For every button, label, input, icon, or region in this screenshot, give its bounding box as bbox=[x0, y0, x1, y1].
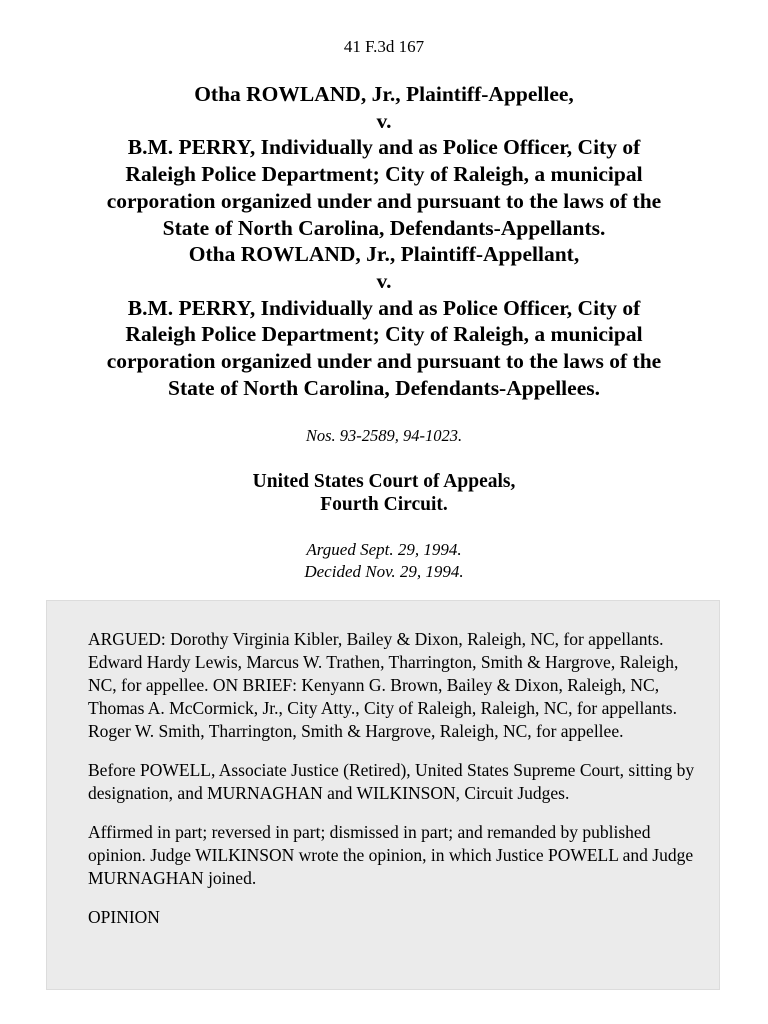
court-circuit-line: Fourth Circuit. bbox=[320, 494, 448, 515]
caption-line: B.M. PERRY, Individually and as Police Officer, City of bbox=[127, 135, 641, 160]
panel-paragraph: Before POWELL, Associate Justice (Retired), United States Supreme Court, sitting by designation, and MURNAGHAN and WILKINSON, Circuit Judges. bbox=[88, 760, 695, 803]
case-dates bbox=[0, 539, 768, 583]
decided-date: Decided Nov. 29, 1994. bbox=[304, 562, 464, 581]
caption-line: v. bbox=[376, 108, 392, 133]
caption-line: Otha ROWLAND, Jr., Plaintiff-Appellee, bbox=[194, 82, 574, 106]
court-name bbox=[0, 470, 768, 516]
opinion-heading: OPINION bbox=[88, 907, 160, 927]
caption-line: Raleigh Police Department; City of Raleigh, a municipal bbox=[125, 162, 643, 187]
caption-line: State of North Carolina, Defendants-Appellees. bbox=[168, 375, 600, 400]
caption-line: v. bbox=[376, 268, 392, 293]
docket-numbers: Nos. 93-2589, 94-1023. bbox=[305, 426, 463, 445]
caption-line: Otha ROWLAND, Jr., Plaintiff-Appellant, bbox=[188, 242, 580, 267]
case-summary-content bbox=[88, 628, 700, 929]
court-name-line: United States Court of Appeals, bbox=[252, 471, 516, 492]
counsel-paragraph: ARGUED: Dorothy Virginia Kibler, Bailey & Dixon, Raleigh, NC, for appellants. Edward Hardy Lewis, Marcus W. Trathen, Tharrington, Smith & Hargrove, Raleigh, NC, for appellee. ON BRIEF: Kenyann G. Brown, Bailey & Dixon, Raleigh, NC, Thomas A. McCormick, Jr., City Atty., City of Raleigh, Raleigh, NC, for appellants. Roger W. Smith, Tharrington, Smith & Hargrove, Raleigh, NC, for appellee. bbox=[88, 629, 679, 741]
caption-line: corporation organized under and pursuant to the laws of the bbox=[106, 188, 662, 213]
caption-line: Raleigh Police Department; City of Raleigh, a municipal bbox=[125, 322, 643, 347]
caption-line: corporation organized under and pursuant to the laws of the bbox=[106, 349, 662, 374]
argued-date: Argued Sept. 29, 1994. bbox=[306, 540, 462, 559]
disposition-paragraph: Affirmed in part; reversed in part; dismissed in part; and remanded by published opinion. Judge WILKINSON wrote the opinion, in which Justice POWELL and Judge MURNAGHAN joined. bbox=[88, 822, 694, 888]
case-citation: 41 F.3d 167 bbox=[343, 37, 425, 56]
caption-line: State of North Carolina, Defendants-Appellants. bbox=[162, 215, 606, 240]
caption-line: B.M. PERRY, Individually and as Police Officer, City of bbox=[127, 295, 641, 320]
case-caption bbox=[40, 81, 728, 401]
case-summary-box bbox=[46, 600, 720, 990]
